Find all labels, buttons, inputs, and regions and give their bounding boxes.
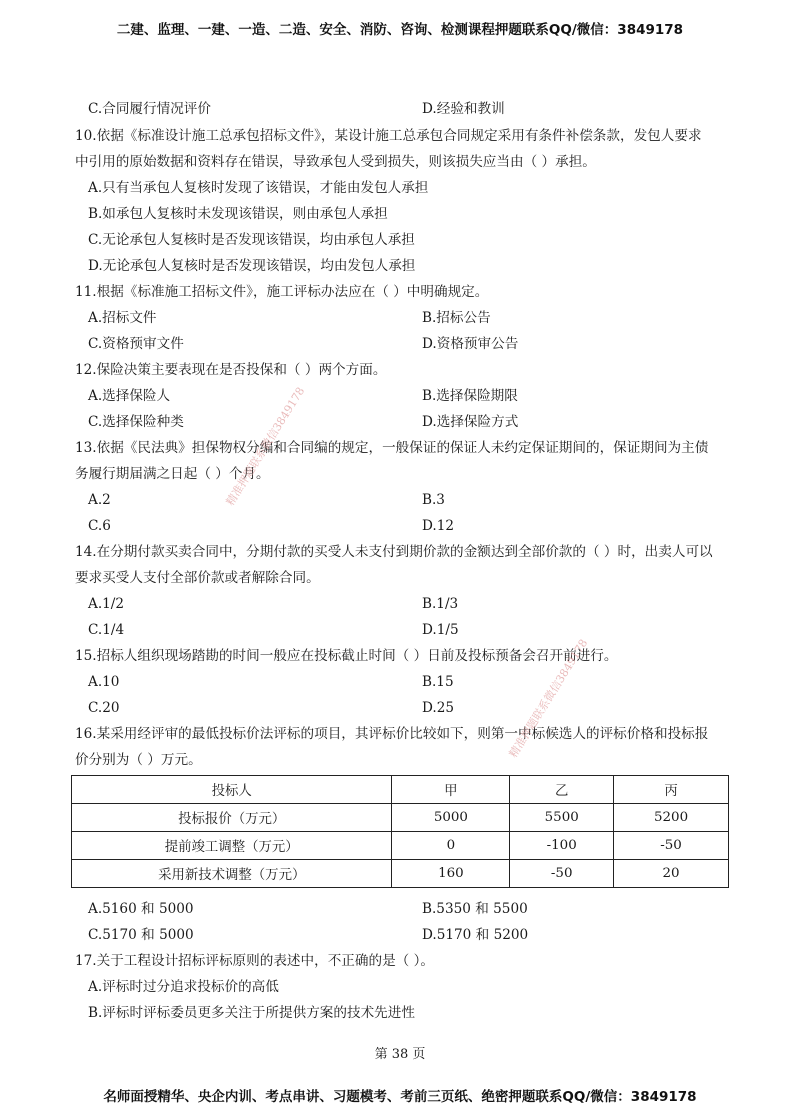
q14-option-a: A.1/2 — [88, 596, 125, 612]
q12-option-b: B.选择保险期限 — [422, 388, 518, 404]
q16-stem-2: 价分别为（ ）万元。 — [75, 752, 202, 768]
q14-option-b: B.1/3 — [422, 596, 459, 612]
table-row — [72, 860, 729, 888]
q17-option-b: B.评标时评标委员更多关注于所提供方案的技术先进性 — [88, 1005, 415, 1021]
table-cell: 5200 — [614, 804, 729, 832]
q15-option-a: A.10 — [88, 674, 120, 690]
table-header-cell: 投标人 — [72, 776, 392, 804]
q14-option-c: C.1/4 — [88, 622, 125, 638]
footer-banner: 名师面授精华、央企内训、考点串讲、习题模考、考前三页纸、绝密押题联系QQ/微信：3849178 — [103, 1089, 697, 1105]
table-row — [72, 804, 729, 832]
table-cell: 160 — [392, 860, 510, 888]
table-cell: -50 — [614, 832, 729, 860]
watermark-text: 精准押题联系微信3849178 — [223, 384, 308, 508]
q10-option-b: B.如承包人复核时未发现该错误，则由承包人承担 — [88, 206, 388, 222]
q16-option-d: D.5170 和 5200 — [422, 927, 529, 943]
q13-option-b: B.3 — [422, 492, 445, 508]
table-header-cell: 乙 — [510, 776, 614, 804]
q15-stem: 15.招标人组织现场踏勘的时间一般应在投标截止时间（ ）日前及投标预备会召开前进行。 — [75, 648, 618, 664]
q14-stem-1: 14.在分期付款买卖合同中，分期付款的买受人未支付到期价款的金额达到全部价款的（ ）时，出卖人可以 — [75, 544, 713, 560]
table-cell: 投标报价（万元） — [72, 804, 392, 832]
q13-option-c: C.6 — [88, 518, 111, 534]
table-cell: -50 — [510, 860, 614, 888]
q12-option-d: D.选择保险方式 — [422, 414, 519, 430]
q17-option-a: A.评标时过分追求投标价的高低 — [88, 979, 279, 995]
table-header-cell: 甲 — [392, 776, 510, 804]
table-cell: 5500 — [510, 804, 614, 832]
bid-evaluation-table — [71, 775, 729, 888]
q17-stem: 17.关于工程设计招标评标原则的表述中，不正确的是（ ）。 — [75, 953, 434, 969]
page-number: 第 38 页 — [374, 1047, 426, 1062]
table-cell: 提前竣工调整（万元） — [72, 832, 392, 860]
q11-stem: 11.根据《标准施工招标文件》，施工评标办法应在（ ）中明确规定。 — [75, 284, 489, 300]
header-banner: 二建、监理、一建、一造、二造、安全、消防、咨询、检测课程押题联系QQ/微信：3849178 — [116, 22, 684, 38]
watermark-text: 精准押题联系微信3849178 — [506, 636, 591, 760]
q13-option-a: A.2 — [88, 492, 111, 508]
q10-option-c: C.无论承包人复核时是否发现该错误，均由承包人承担 — [88, 232, 415, 248]
table-cell: 0 — [392, 832, 510, 860]
q10-option-a: A.只有当承包人复核时发现了该错误，才能由发包人承担 — [88, 180, 429, 196]
q12-option-c: C.选择保险种类 — [88, 414, 184, 430]
q12-option-a: A.选择保险人 — [88, 388, 171, 404]
q13-stem-2: 务履行期届满之日起（ ）个月。 — [75, 466, 270, 482]
table-cell: -100 — [510, 832, 614, 860]
q16-option-a: A.5160 和 5000 — [88, 901, 194, 917]
q12-stem: 12.保险决策主要表现在是否投保和（ ）两个方面。 — [75, 362, 387, 378]
table-cell: 20 — [614, 860, 729, 888]
table-cell: 采用新技术调整（万元） — [72, 860, 392, 888]
q11-option-d: D.资格预审公告 — [422, 336, 519, 352]
q16-stem-1: 16.某采用经评审的最低投标价法评标的项目，其评标价比较如下，则第一中标候选人的评标价格和投标报 — [75, 726, 709, 742]
q13-stem-1: 13.依据《民法典》担保物权分编和合同编的规定，一般保证的保证人未约定保证期间的，保证期间为主债 — [75, 440, 709, 456]
q15-option-d: D.25 — [422, 700, 455, 716]
q11-option-a: A.招标文件 — [88, 310, 157, 326]
q14-stem-2: 要求买受人支付全部价款或者解除合同。 — [75, 570, 320, 586]
table-header-row — [72, 776, 729, 804]
table-header-cell: 丙 — [614, 776, 729, 804]
q16-option-c: C.5170 和 5000 — [88, 927, 194, 943]
table-cell: 5000 — [392, 804, 510, 832]
q15-option-c: C.20 — [88, 700, 120, 716]
q15-option-b: B.15 — [422, 674, 454, 690]
q9-option-d: D.经验和教训 — [422, 101, 505, 117]
q10-stem-1: 10.依据《标准设计施工总承包招标文件》，某设计施工总承包合同规定采用有条件补偿条款，发包人要求 — [75, 128, 702, 144]
q16-option-b: B.5350 和 5500 — [422, 901, 528, 917]
q9-option-c: C.合同履行情况评价 — [88, 101, 211, 117]
q11-option-c: C.资格预审文件 — [88, 336, 184, 352]
q14-option-d: D.1/5 — [422, 622, 459, 638]
q10-stem-2: 中引用的原始数据和资料存在错误，导致承包人受到损失，则该损失应当由（ ）承担。 — [75, 154, 596, 170]
q11-option-b: B.招标公告 — [422, 310, 491, 326]
q13-option-d: D.12 — [422, 518, 455, 534]
q10-option-d: D.无论承包人复核时是否发现该错误，均由发包人承担 — [88, 258, 416, 274]
table-row — [72, 832, 729, 860]
